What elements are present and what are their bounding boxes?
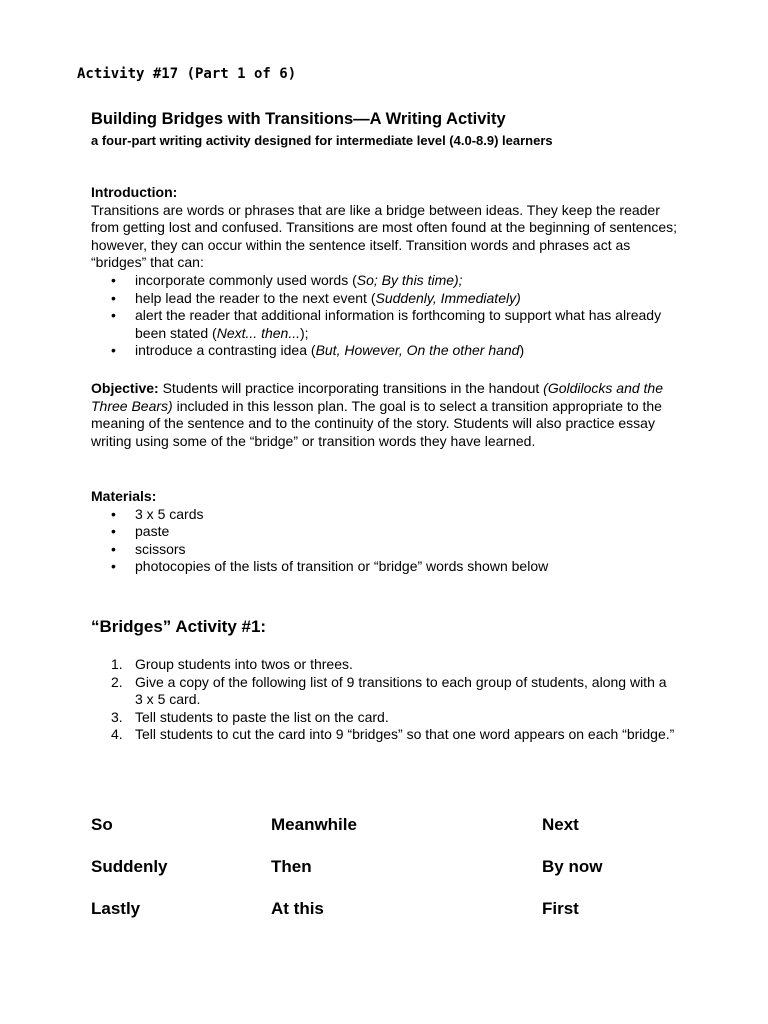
introduction-heading: Introduction:: [91, 184, 178, 200]
activity1-steps: [91, 656, 681, 744]
transition-word: Then: [271, 857, 312, 876]
transition-word: By now: [542, 857, 603, 876]
transition-word: First: [542, 899, 579, 918]
document-title: Building Bridges with Transitions—A Writing Activity: [91, 110, 506, 128]
materials-list: [91, 506, 681, 576]
list-item: • photocopies of the lists of transition or “bridge” words shown below: [91, 558, 681, 576]
list-item: • 3 x 5 cards: [91, 506, 681, 524]
table-row: [91, 899, 651, 941]
list-item: • incorporate commonly used words (So; By this time);: [91, 272, 681, 290]
transition-word: Lastly: [91, 899, 141, 918]
transition-words-table: [91, 815, 651, 941]
list-item: • scissors: [91, 541, 681, 559]
list-item: 4. Tell students to cut the card into 9 “bridges” so that one word appears on each “bridge.”: [111, 726, 675, 743]
list-item: • help lead the reader to the next event (Suddenly, Immediately): [91, 290, 681, 308]
list-item: 3. Tell students to paste the list on the card.: [111, 708, 389, 725]
objective-section: [91, 380, 681, 450]
list-item: • alert the reader that additional information is forthcoming to support what has already been stated (Next... then...);: [91, 307, 681, 342]
introduction-text: Transitions are words or phrases that are like a bridge between ideas. They keep the reader from getting lost and confused. Transitions are most often found at the beginning of sentences; however, they can occur within the sentence itself. Transition words and phrases act as “bridges” that can:: [91, 201, 678, 271]
objective-heading: Objective:: [91, 380, 159, 396]
table-row: [91, 815, 651, 857]
materials-heading: Materials:: [91, 488, 157, 504]
list-item: 2. Give a copy of the following list of 9 transitions to each group of students, along with a 3 x 5 card.: [111, 673, 667, 708]
transition-word: Meanwhile: [271, 815, 357, 834]
list-item: • paste: [91, 523, 681, 541]
transition-word: Next: [542, 815, 579, 834]
introduction-bullets: [91, 272, 681, 360]
materials-section: [91, 488, 681, 576]
table-row: [91, 857, 651, 899]
activity1-heading: “Bridges” Activity #1:: [91, 617, 267, 636]
list-item: • introduce a contrasting idea (But, However, On the other hand): [91, 342, 681, 360]
list-item: 1. Group students into twos or threes.: [111, 656, 353, 672]
document-subtitle: a four-part writing activity designed for intermediate level (4.0-8.9) learners: [91, 133, 553, 148]
transition-word: At this: [271, 899, 324, 918]
transition-word: Suddenly: [91, 857, 168, 876]
introduction-section: [91, 184, 681, 360]
transition-word: So: [91, 815, 113, 834]
activity-tag: Activity #17 (Part 1 of 6): [77, 66, 297, 82]
objective-text: Objective: Students will practice incorporating transitions in the handout (Goldilocks and the Three Bears) included in this lesson plan. The goal is to select a transition appropriate to the meaning of the sentence and to the continuity of the story. Students will also practice essay writing using some of the “bridge” or transition words they have learned.: [91, 380, 663, 449]
